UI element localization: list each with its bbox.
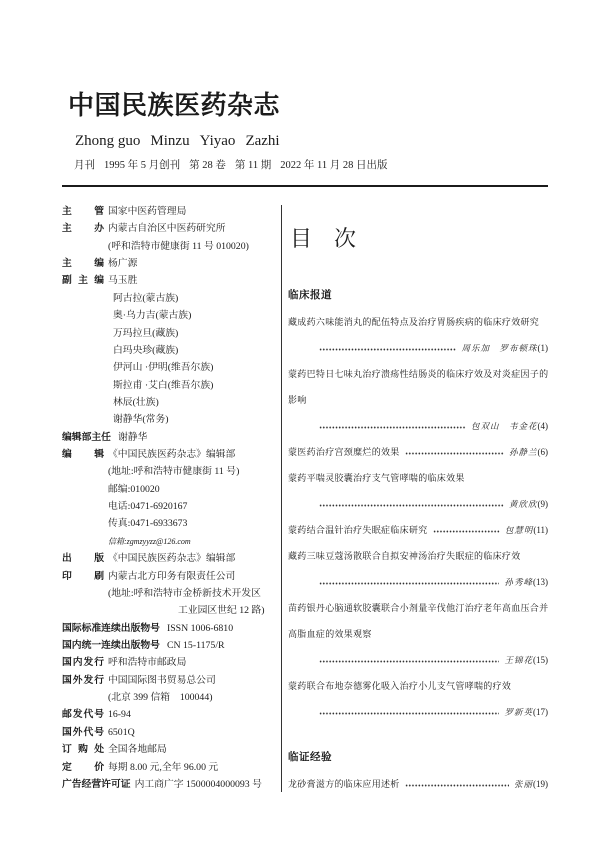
dot-leader xyxy=(319,712,499,715)
masthead xyxy=(62,203,278,793)
editorial-phone: 电话:0471-6920167 xyxy=(108,501,188,513)
masthead-row-publisher xyxy=(62,550,278,567)
toc-entry-page: (13) xyxy=(533,577,548,587)
dot-leader xyxy=(433,530,500,533)
toc-entry-title-line xyxy=(288,465,548,491)
masthead-row-postal-code xyxy=(62,706,278,723)
masthead-label: 主 管 xyxy=(62,206,104,217)
deputy-editor-name: 阿古拉(蒙古族) xyxy=(113,292,179,304)
toc-entry-title: 影响 xyxy=(288,395,307,405)
column-divider xyxy=(281,205,282,792)
dot-leader xyxy=(319,504,504,507)
toc-entry-title: 蒙药结合温针治疗失眠症临床研究 xyxy=(288,525,428,535)
toc-entry-page: (4) xyxy=(537,421,548,431)
publication-date: 2022 年 11 月 28 日出版 xyxy=(280,160,388,171)
deputy-editor-name: 奥·乌力吉(蒙古族) xyxy=(113,310,192,322)
header-divider xyxy=(62,185,548,187)
toc-entry-title: 藏药三味豆蔻汤散联合自拟安神汤治疗失眠症的临床疗效 xyxy=(288,551,521,561)
masthead-label: 副 主 编 xyxy=(62,275,104,287)
toc-entry-title-line xyxy=(288,361,548,387)
masthead-value: 全国各地邮局 xyxy=(108,744,167,756)
masthead-value: 16-94 xyxy=(108,709,131,721)
founded-date: 1995 年 5 月创刊 xyxy=(104,160,181,171)
toc-heading: 目 次 xyxy=(290,226,357,251)
toc-entry-title-line xyxy=(288,621,548,647)
toc-entry-title-line xyxy=(288,673,548,699)
dot-leader xyxy=(319,348,456,351)
deputy-editor-name: 伊河山 ·伊明(维吾尔族) xyxy=(113,362,214,374)
toc-entry-page: (9) xyxy=(537,499,548,509)
masthead-label: 国内发行 xyxy=(62,657,104,669)
toc-entry-title: 蒙药联合布地奈德雾化吸入治疗小儿支气管哮喘的疗效 xyxy=(288,681,512,691)
editorial-email xyxy=(62,533,278,550)
pinyin-word: Minzu xyxy=(150,133,190,149)
masthead-label: 编辑部主任 xyxy=(62,431,111,443)
volume-number: 第 28 卷 xyxy=(189,160,226,171)
editorial-fax: 传真:0471-6933673 xyxy=(108,518,188,530)
toc-entry-title: 高脂血症的效果观察 xyxy=(288,629,372,639)
pinyin-word: Zazhi xyxy=(245,133,280,149)
masthead-label: 邮发代号 xyxy=(62,709,104,721)
toc-entry-authors: 包慧明 xyxy=(504,525,534,535)
masthead-label: 编 辑 xyxy=(62,449,104,461)
masthead-row-cn xyxy=(62,637,278,654)
toc-entry-leader-line xyxy=(288,413,548,439)
issue-info-line xyxy=(74,158,397,174)
toc-entry-authors: 罗新英 xyxy=(504,707,533,717)
masthead-row-editor-in-chief xyxy=(62,255,278,272)
pinyin-word: Yiyao xyxy=(199,133,236,149)
issue-number: 第 11 期 xyxy=(234,160,272,171)
toc-entry xyxy=(288,771,548,797)
toc-entry xyxy=(288,439,548,465)
deputy-editor-name: 白玛央珍(藏族) xyxy=(113,344,179,356)
dot-leader xyxy=(319,426,466,429)
toc-entry-page: (15) xyxy=(533,655,548,665)
toc-entry-title-line xyxy=(288,543,548,569)
masthead-row-subscription xyxy=(62,741,278,758)
toc-entry-title: 蒙药平喘灵胶囊治疗支气管哮喘的临床效果 xyxy=(288,473,465,483)
toc-entry-leader-line xyxy=(288,335,548,361)
masthead-value: 《中国民族医药杂志》编辑部 xyxy=(108,449,236,461)
dot-leader xyxy=(405,784,509,787)
toc-entry-page: (11) xyxy=(533,525,548,535)
dot-leader xyxy=(319,660,499,663)
editorial-address: (地址:呼和浩特市健康街 11 号) xyxy=(108,466,240,478)
pinyin-word: Zhong guo xyxy=(75,133,141,149)
masthead-row-ad-license xyxy=(62,776,278,793)
masthead-value: 国家中医药管理局 xyxy=(108,206,187,217)
masthead-label: 国外代号 xyxy=(62,726,104,738)
toc-entry-title-line xyxy=(288,595,548,621)
editorial-postcode: 邮编:010020 xyxy=(108,483,160,495)
masthead-row-foreign-code xyxy=(62,724,278,741)
masthead-value: 内蒙古北方印务有限责任公司 xyxy=(108,570,236,582)
table-of-contents xyxy=(288,283,548,797)
masthead-value: 内蒙古自治区中医药研究所 xyxy=(108,223,226,235)
deputy-editor-name: 万玛拉旦(藏族) xyxy=(113,327,179,339)
masthead-label: 国际标准连续出版物号 xyxy=(62,622,160,634)
masthead-label: 印 刷 xyxy=(62,570,104,582)
toc-entry-authors: 王锦花 xyxy=(504,655,533,665)
masthead-row-issn xyxy=(62,620,278,637)
toc-entry-authors: 孙静兰 xyxy=(508,447,538,457)
deputy-editor-name: 林辰(壮族) xyxy=(113,396,159,408)
masthead-label: 出 版 xyxy=(62,553,104,565)
journal-title: 中国民族医药杂志 xyxy=(68,91,281,120)
masthead-value: 每期 8.00 元,全年 96.00 元 xyxy=(108,761,219,773)
masthead-row-foreign-distribution xyxy=(62,672,278,689)
masthead-row-supervisor xyxy=(62,203,278,220)
toc-entry-authors: 张丽 xyxy=(513,779,533,789)
masthead-label: 国外发行 xyxy=(62,674,104,686)
masthead-value: 杨广源 xyxy=(108,258,138,270)
masthead-row-domestic-distribution xyxy=(62,654,278,671)
masthead-value: 6501Q xyxy=(108,726,135,738)
toc-entry-leader-line xyxy=(288,647,548,673)
masthead-label: 主 办 xyxy=(62,223,104,235)
masthead-row-office-director xyxy=(62,429,278,446)
toc-entry-leader-line xyxy=(288,699,548,725)
masthead-value: CN 15-1175/R xyxy=(166,639,225,651)
toc-entry-title: 蒙药巴特日七味丸治疗溃疡性结肠炎的临床疗效及对炎症因子的 xyxy=(288,369,549,379)
dot-leader xyxy=(405,452,504,455)
toc-entry-authors: 孙秀峰 xyxy=(504,577,533,587)
toc-entry-title: 藏成药六味能消丸的配伍特点及治疗胃肠疾病的临床疗效研究 xyxy=(288,317,540,327)
deputy-editor-name: 斯拉甫 ·艾白(维吾尔族) xyxy=(113,379,214,391)
masthead-value: 《中国民族医药杂志》编辑部 xyxy=(108,553,236,565)
toc-entry-leader-line xyxy=(288,491,548,517)
toc-entry-title: 苗药银丹心脑通软胶囊联合小剂量辛伐他汀治疗老年高血压合并 xyxy=(288,603,549,613)
toc-entry xyxy=(288,517,548,543)
toc-entry-authors: 周乐加 罗布顿珠 xyxy=(461,343,538,353)
toc-entry-authors: 包双山 韦金花 xyxy=(470,421,538,431)
toc-entry-page: (17) xyxy=(533,707,548,717)
toc-entry-page: (1) xyxy=(537,343,548,353)
masthead-value: 中国国际图书贸易总公司 xyxy=(108,674,216,686)
masthead-value: 谢静华 xyxy=(117,431,148,443)
foreign-distribution-address: (北京 399 信箱 100044) xyxy=(108,692,213,704)
toc-entry-page: (6) xyxy=(537,447,548,457)
masthead-value: ISSN 1006-6810 xyxy=(166,622,234,634)
masthead-row-editing xyxy=(62,446,278,463)
masthead-value: 内工商广字 1500004000093 号 xyxy=(134,778,262,790)
dot-leader xyxy=(319,582,499,585)
masthead-row-deputy-editors xyxy=(62,272,278,289)
toc-section-title: 临床报道 xyxy=(288,290,332,301)
publication-frequency: 月刊 xyxy=(74,160,95,171)
toc-entry-title-line xyxy=(288,309,548,335)
toc-entry-title: 蒙医药治疗宫颈糜烂的效果 xyxy=(288,447,400,457)
masthead-label: 广告经营许可证 xyxy=(62,778,131,790)
deputy-editor-name: 谢静华(常务) xyxy=(113,414,169,426)
masthead-sponsor-address: (呼和浩特市健康街 11 号 010020) xyxy=(108,240,249,252)
masthead-value: 呼和浩特市邮政局 xyxy=(108,657,187,669)
toc-section-title: 临证经验 xyxy=(288,752,332,763)
masthead-row-printer xyxy=(62,568,278,585)
toc-entry-title-line xyxy=(288,387,548,413)
toc-entry-leader-line xyxy=(288,569,548,595)
masthead-value: 马玉胜 xyxy=(108,275,138,287)
masthead-label: 主 编 xyxy=(62,258,104,270)
masthead-label: 订 购 处 xyxy=(62,744,104,756)
masthead-row-sponsor xyxy=(62,220,278,237)
toc-entry-page: (19) xyxy=(533,779,548,789)
masthead-label: 国内统一连续出版物号 xyxy=(62,639,160,651)
printer-address: (地址:呼和浩特市金桥新技术开发区 xyxy=(108,587,261,599)
email-text: 信箱:zgmzyyzz@126.com xyxy=(108,536,191,546)
toc-entry-title: 龙砂膏滋方的临床应用述析 xyxy=(288,779,400,789)
journal-pinyin-title xyxy=(75,131,290,151)
masthead-row-price xyxy=(62,759,278,776)
toc-entry-authors: 黄欣欣 xyxy=(508,499,538,509)
printer-address-continued: 工业园区世纪 12 路) xyxy=(178,605,265,617)
masthead-label: 定 价 xyxy=(62,761,104,773)
